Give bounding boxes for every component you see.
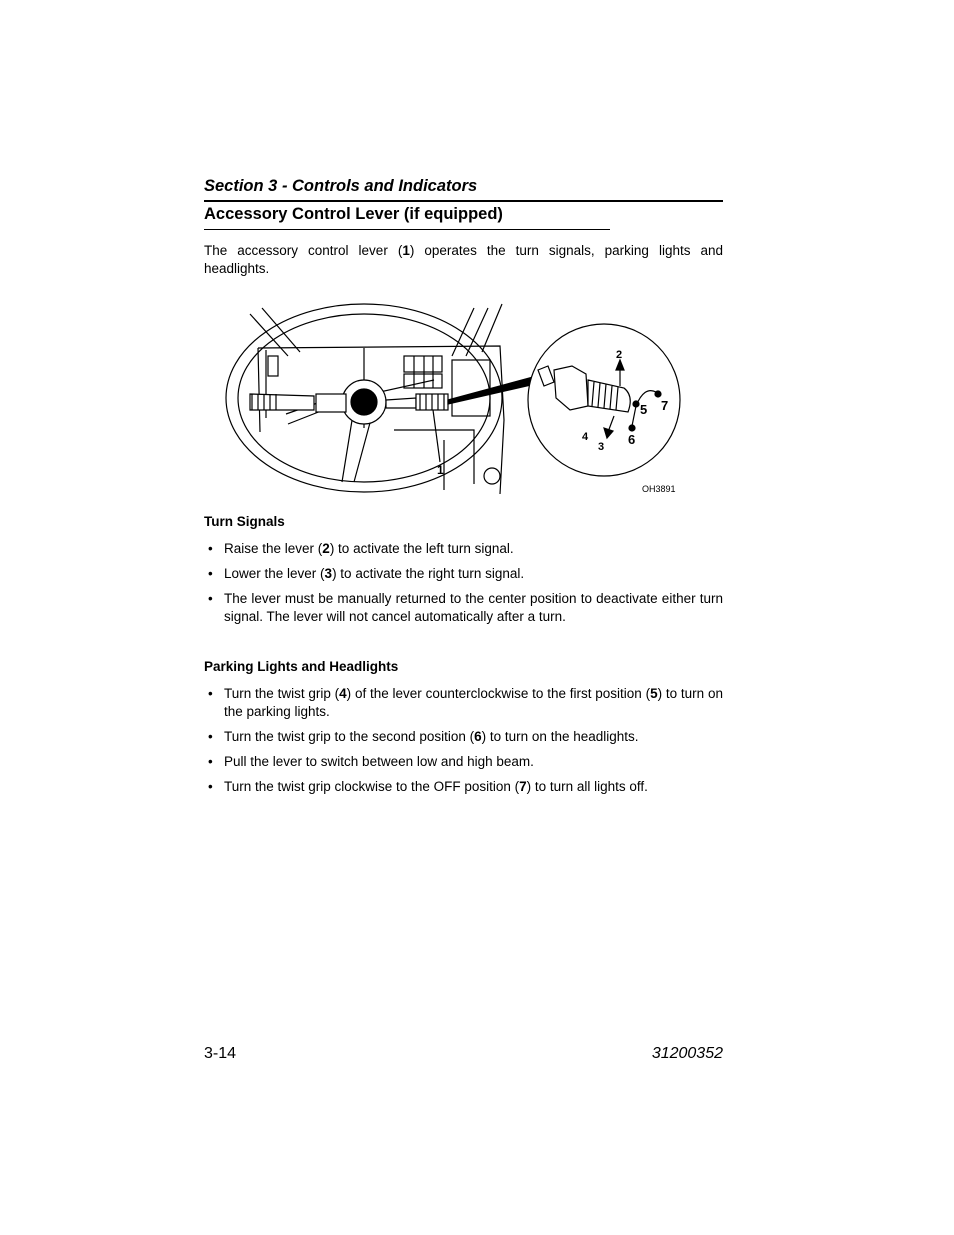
header-rule	[204, 200, 723, 202]
list-item: • The lever must be manually returned to the center position to deactivate either turn signal. The lever will not cancel automatically after a turn.	[204, 590, 723, 625]
subsection-title: Accessory Control Lever (if equipped)	[204, 205, 503, 223]
callout-3: 3	[598, 441, 605, 453]
subsection-rule	[204, 229, 610, 230]
document-number: 31200352	[651, 1045, 723, 1062]
parking-lights-heading: Parking Lights and Headlights	[204, 659, 399, 674]
page-number: 3-14	[204, 1045, 237, 1062]
parking-lights-list	[204, 685, 723, 803]
callout-1: 1	[437, 463, 444, 477]
list-item: • Turn the twist grip (4) of the lever counterclockwise to the first position (5) to turn on the parking lights.	[204, 685, 723, 720]
figure-id: OH3891	[642, 484, 676, 494]
intro-paragraph: The accessory control lever (1) operates the turn signals, parking lights and headlights.	[204, 243, 723, 276]
callout-2: 2	[616, 349, 623, 361]
turn-signals-list	[204, 540, 723, 633]
list-item: • Raise the lever (2) to activate the left turn signal.	[204, 540, 723, 558]
turn-signals-heading: Turn Signals	[204, 514, 285, 529]
callout-4: 4	[582, 431, 589, 443]
list-item: • Lower the lever (3) to activate the right turn signal.	[204, 565, 723, 583]
callout-6: 6	[628, 432, 636, 447]
list-item: • Turn the twist grip to the second position (6) to turn on the headlights.	[204, 728, 723, 746]
callout-7: 7	[661, 398, 669, 413]
list-item: • Pull the lever to switch between low and high beam.	[204, 753, 723, 771]
list-item: • Turn the twist grip clockwise to the OFF position (7) to turn all lights off.	[204, 778, 723, 796]
accessory-lever-illustration	[204, 300, 684, 500]
callout-5: 5	[640, 402, 648, 417]
section-title: Section 3 - Controls and Indicators	[204, 177, 478, 195]
